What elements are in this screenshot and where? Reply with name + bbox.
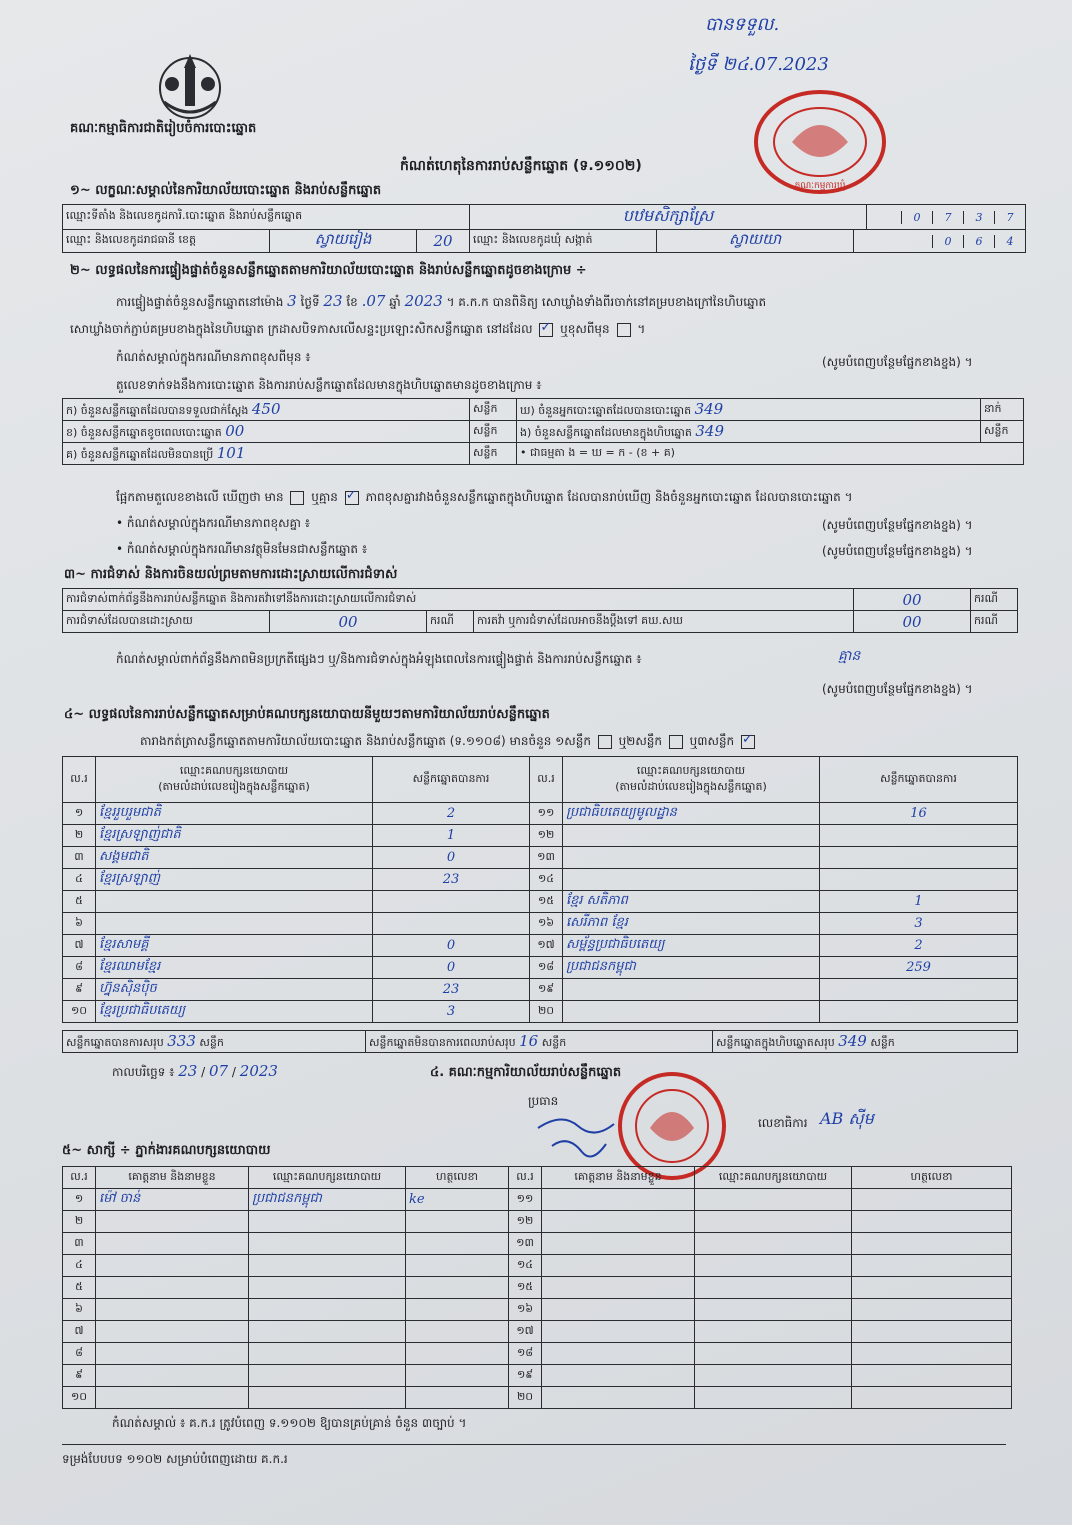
witness-party bbox=[249, 1255, 406, 1277]
section2-heading: ២~ លទ្ធផលនៃការផ្ទៀងផ្ទាត់ចំនួនសន្លឹកឆ្នោតតាមការិយាល័យបោះឆ្នោត និងរាប់សន្លឹកឆ្នោតដូចខាងក្រោម ÷ bbox=[70, 263, 587, 278]
witness-number: ១៦ bbox=[509, 1299, 542, 1321]
party-votes bbox=[820, 869, 1018, 891]
party-number: ៣ bbox=[63, 847, 96, 869]
party-number: ៩ bbox=[63, 979, 96, 1001]
witness-signature bbox=[852, 1233, 1012, 1255]
witness-name bbox=[96, 1387, 249, 1409]
witness-name bbox=[542, 1365, 695, 1387]
party-number: ១៤ bbox=[530, 869, 563, 891]
objection-total-label: ការជំទាស់ពាក់ព័ន្ធនឹងការរាប់សន្លឹកឆ្នោត និងការតវ៉ាទៅនឹងការដោះស្រាយលើការជំទាស់ bbox=[63, 589, 854, 611]
count-c: គ) ចំនួនសន្លឹកឆ្នោតដែលមិនបានប្រើ 101 bbox=[63, 443, 470, 465]
three-sheet-checkbox[interactable] bbox=[741, 735, 755, 749]
witness-name: ម៉ៅ ចាន់ bbox=[96, 1189, 249, 1211]
witness-name bbox=[542, 1387, 695, 1409]
witness-signature bbox=[406, 1277, 509, 1299]
witness-number: ១៣ bbox=[509, 1233, 542, 1255]
witness-name bbox=[542, 1277, 695, 1299]
party-votes: 3 bbox=[820, 913, 1018, 935]
party-votes bbox=[373, 913, 530, 935]
office-label: ឈ្មោះទីតាំង និងលេខកូដការិ.បោះឆ្នោត និងរាប់សន្លឹកឆ្នោត bbox=[63, 205, 470, 230]
witness-party bbox=[695, 1255, 852, 1277]
different-checkbox[interactable] bbox=[617, 323, 631, 337]
party-votes: 0 bbox=[373, 935, 530, 957]
party-number: ១០ bbox=[63, 1001, 96, 1023]
witness-table: ល.រ គោត្តនាម និងនាមខ្លួន ឈ្មោះគណបក្សនយោបាយ ហត្ថលេខា ល.រ គោត្តនាម និងនាមខ្លួន ឈ្មោះគណបក្សនយោបាយ ហត្ថលេខា ១ ម៉ៅ ចាន់ ប្រជាជនកម្ពុជា ke ១១ ២ ១២ ៣ ១៣ ៤ ១៤ ៥ ១៥ ៦ ១៦ ៧ ១៧ ៨ ១៨ ៩ ១៩ ១០ ២០ bbox=[62, 1166, 1012, 1409]
irregularity-value: គ្មាន bbox=[838, 648, 861, 664]
objection-resolved-label: ការជំទាស់ដែលបានដោះស្រាយ bbox=[63, 611, 270, 633]
witness-party bbox=[249, 1233, 406, 1255]
witness-party bbox=[249, 1365, 406, 1387]
party-name bbox=[563, 825, 820, 847]
party-name bbox=[96, 891, 373, 913]
authority-name: គណៈកម្មាធិការជាតិរៀបចំការបោះឆ្នោត bbox=[70, 121, 257, 136]
diff-note-label: កំណត់សម្គាល់ក្នុងករណីមានភាពខុសពីមុន ៖ bbox=[116, 350, 311, 364]
party-votes bbox=[820, 847, 1018, 869]
chair-signature bbox=[532, 1108, 622, 1168]
party-name: សេរីភាព ខ្មែរ bbox=[563, 913, 820, 935]
witness-number: ៨ bbox=[63, 1343, 96, 1365]
result-row bbox=[63, 869, 1018, 891]
party-name: ខ្មែរ សតិភាព bbox=[563, 891, 820, 913]
witness-number: ១៤ bbox=[509, 1255, 542, 1277]
witness-name bbox=[96, 1255, 249, 1277]
result-row bbox=[63, 935, 1018, 957]
fill-more-1: (សូមបំពេញបន្ថែមផ្នែកខាងខ្នង) ។ bbox=[822, 355, 973, 369]
no-diff-checkbox[interactable] bbox=[345, 491, 359, 505]
party-number: ៧ bbox=[63, 935, 96, 957]
sum-valid: 333 bbox=[167, 1031, 196, 1050]
party-name: ខ្មែរប្រជាធិបតេយ្យ bbox=[96, 1001, 373, 1023]
witness-party bbox=[249, 1387, 406, 1409]
witness-row bbox=[63, 1343, 1012, 1365]
witness-number: ១៧ bbox=[509, 1321, 542, 1343]
party-number: ១៩ bbox=[530, 979, 563, 1001]
party-name bbox=[96, 913, 373, 935]
witness-party bbox=[695, 1277, 852, 1299]
party-number: ៤ bbox=[63, 869, 96, 891]
two-sheet-checkbox[interactable] bbox=[669, 735, 683, 749]
witness-name bbox=[542, 1233, 695, 1255]
party-votes: 23 bbox=[373, 979, 530, 1001]
result-row bbox=[63, 957, 1018, 979]
has-diff-checkbox[interactable] bbox=[290, 491, 304, 505]
witness-signature bbox=[406, 1255, 509, 1277]
royal-emblem-icon bbox=[152, 44, 228, 124]
stamp-text: គណៈកម្មការឃុំ bbox=[794, 181, 846, 191]
witness-party bbox=[249, 1299, 406, 1321]
witness-name bbox=[542, 1189, 695, 1211]
witness-party bbox=[695, 1321, 852, 1343]
witness-name bbox=[542, 1255, 695, 1277]
witness-signature bbox=[406, 1233, 509, 1255]
section1-heading: ១~ លក្ខណៈសម្គាល់នៃការិយាល័យបោះឆ្នោត និងរាប់សន្លឹកឆ្នោត bbox=[70, 183, 382, 198]
witness-row bbox=[63, 1387, 1012, 1409]
commune-value: ស្វាយយា bbox=[728, 230, 782, 248]
party-votes bbox=[820, 1001, 1018, 1023]
bullet-diff: • កំណត់សម្គាល់ក្នុងករណីមានភាពខុសគ្នា ៖ bbox=[116, 516, 311, 530]
seal-line: សោឃ្លាំងចាក់ភ្ជាប់គម្របខាងក្នុងនៃហិបឆ្នោត ក្រដាសបិទភាសលើសន្ទះប្រឡោះសិកសន្លឹកឆ្នោត នៅដដែល ✓ ឬខុសពីមុន ។ bbox=[70, 322, 645, 337]
party-number: ១១ bbox=[530, 803, 563, 825]
witness-signature bbox=[852, 1211, 1012, 1233]
witness-signature bbox=[852, 1299, 1012, 1321]
section4-heading: ៤~ លទ្ធផលនៃការរាប់សន្លឹកឆ្នោតសម្រាប់គណបក្សនយោបាយនីមួយៗតាមការិយាល័យរាប់សន្លឹកឆ្នោត bbox=[64, 707, 550, 722]
witness-number: ១១ bbox=[509, 1189, 542, 1211]
count-e: ង) ចំនួនសន្លឹកឆ្នោតដែលមានក្នុងហិបឆ្នោត 349 bbox=[517, 421, 981, 443]
month-value: .07 bbox=[361, 292, 386, 310]
discrepancy-line: ផ្អែកតាមតួលេខខាងលើ ឃើញថា មាន ឬគ្មាន ✓ ភាពខុសគ្នារវាងចំនួនសន្លឹកឆ្នោតក្នុងហិបឆ្នោត ដែលបានរាប់ឃើញ និងចំនួនអ្នកបោះឆ្នោត ដែលបានបោះឆ្នោត ។ bbox=[116, 490, 853, 505]
party-votes: 2 bbox=[373, 803, 530, 825]
witness-signature bbox=[406, 1343, 509, 1365]
witness-number: ៦ bbox=[63, 1299, 96, 1321]
witness-signature bbox=[852, 1321, 1012, 1343]
witness-party bbox=[695, 1211, 852, 1233]
party-number: ១៣ bbox=[530, 847, 563, 869]
party-votes bbox=[820, 979, 1018, 1001]
section5-heading: ៥~ សាក្សី ÷ ភ្នាក់ងារគណបក្សនយោបាយ bbox=[62, 1143, 271, 1158]
witness-party bbox=[695, 1387, 852, 1409]
witness-signature bbox=[406, 1365, 509, 1387]
party-votes: 1 bbox=[373, 825, 530, 847]
witness-party bbox=[249, 1211, 406, 1233]
witness-row bbox=[63, 1233, 1012, 1255]
province-code: 20 bbox=[433, 232, 453, 250]
chair-label: ប្រធាន bbox=[528, 1094, 559, 1108]
witness-signature bbox=[406, 1299, 509, 1321]
witness-name bbox=[96, 1277, 249, 1299]
party-name: ខ្មែរស្រឡាញ់ bbox=[96, 869, 373, 891]
party-votes: 1 bbox=[820, 891, 1018, 913]
party-number: ២ bbox=[63, 825, 96, 847]
hour-value: 3 bbox=[287, 292, 297, 310]
objection-appeal-value: 00 bbox=[902, 612, 922, 631]
witness-number: ៩ bbox=[63, 1365, 96, 1387]
party-name: សង្គមជាតិ bbox=[96, 847, 373, 869]
tally-sheet-line: តារាងកត់ត្រាសន្លឹកឆ្នោតតាមការិយាល័យបោះឆ្នោត និងរាប់សន្លឹកឆ្នោត (ទ.១១០៨) មានចំនួន ១សន្លឹក ឬ២សន្លឹក ឬ៣សន្លឹក ✓ bbox=[140, 734, 758, 749]
party-votes: 23 bbox=[373, 869, 530, 891]
witness-signature bbox=[852, 1255, 1012, 1277]
secretary-label: លេខាធិការ bbox=[758, 1116, 808, 1130]
party-name bbox=[563, 869, 820, 891]
secretary-signature: AB ស៊ីម bbox=[820, 1109, 874, 1128]
party-votes: 0 bbox=[373, 847, 530, 869]
witness-number: ៤ bbox=[63, 1255, 96, 1277]
same-checkbox[interactable] bbox=[539, 323, 553, 337]
commune-label: ឈ្មោះ និងលេខកូដឃុំ សង្កាត់ bbox=[470, 230, 657, 253]
result-row bbox=[63, 803, 1018, 825]
footer-divider bbox=[62, 1444, 1006, 1445]
witness-name bbox=[542, 1211, 695, 1233]
result-row bbox=[63, 913, 1018, 935]
witness-name bbox=[542, 1299, 695, 1321]
witness-name bbox=[96, 1211, 249, 1233]
party-votes bbox=[373, 891, 530, 913]
witness-signature bbox=[852, 1365, 1012, 1387]
witness-number: ៣ bbox=[63, 1233, 96, 1255]
witness-signature: ke bbox=[406, 1189, 509, 1211]
result-row bbox=[63, 847, 1018, 869]
result-row bbox=[63, 979, 1018, 1001]
party-name: ហ្វ៊ុនស៊ិនប៉ិច bbox=[96, 979, 373, 1001]
section1-table bbox=[62, 204, 1026, 230]
fill-more-3: (សូមបំពេញបន្ថែមផ្នែកខាងខ្នង) ។ bbox=[822, 544, 973, 558]
witness-number: ១៩ bbox=[509, 1365, 542, 1387]
party-number: ១៥ bbox=[530, 891, 563, 913]
fill-more-2: (សូមបំពេញបន្ថែមផ្នែកខាងខ្នង) ។ bbox=[822, 518, 973, 532]
results-table: ល.រ ឈ្មោះគណបក្សនយោបាយ (តាមលំដាប់លេខរៀងក្នុងសន្លឹកឆ្នោត) សន្លឹកឆ្នោតបានការ ល.រ ឈ្មោះគណបក្សនយោបាយ (តាមលំដាប់លេខរៀងក្នុងសន្លឹកឆ្នោត) សន្លឹកឆ្នោតបានការ ១ ខ្មែររួបរួមជាតិ 2 ១១ ប្រជាធិបតេយ្យមូលដ្ឋាន 16 ២ ខ្មែរស្រឡាញ់ជាតិ 1 ១២ ៣ សង្គមជាតិ 0 ១៣ ៤ ខ្មែរស្រឡាញ់ 23 ១៤ ៥ ១៥ ខ្មែរ សតិភាព 1 ៦ ១៦ សេរីភាព ខ្មែរ 3 ៧ ខ្មែរសាមគ្គី 0 ១៧ សម្ព័ន្ធប្រជាធិបតេយ្យ 2 ៨ ខ្មែរឈាមខ្មែរ 0 ១៨ ប្រជាជនកម្ពុជា 259 ៩ ហ្វ៊ុនស៊ិនប៉ិច 23 ១៩ ១០ ខ្មែរប្រជាធិបតេយ្យ 3 ២០ bbox=[62, 756, 1018, 1023]
office-value: បឋមសិក្សាស្រែ bbox=[622, 206, 714, 225]
party-number: ១ bbox=[63, 803, 96, 825]
received-date: ថ្ងៃទី ២៤.07.2023 bbox=[688, 54, 829, 75]
party-votes bbox=[820, 825, 1018, 847]
party-number: ១៨ bbox=[530, 957, 563, 979]
counts-intro: តួលេខទាក់ទងនឹងការបោះឆ្នោត និងការរាប់សន្លឹកឆ្នោតដែលមានក្នុងហិបឆ្នោតមានដូចខាងក្រោម ៖ bbox=[116, 378, 542, 392]
year-value: 2023 bbox=[404, 292, 443, 310]
witness-number: ៧ bbox=[63, 1321, 96, 1343]
objection-appeal-label: ការតវ៉ា ឬការជំទាស់ដែលអាចនឹងប្តឹងទៅ គឃ.សឃ bbox=[474, 611, 854, 633]
office-code: 0 7 3 7 bbox=[867, 205, 1026, 230]
witness-party bbox=[695, 1343, 852, 1365]
party-name bbox=[563, 847, 820, 869]
witness-party bbox=[695, 1299, 852, 1321]
bullet-objects: • កំណត់សម្គាល់ក្នុងករណីមានវត្ថុមិនមែនជាសន្លឹកឆ្នោត ៖ bbox=[116, 542, 368, 556]
party-number: ១៦ bbox=[530, 913, 563, 935]
witness-name bbox=[96, 1321, 249, 1343]
party-number: ១៧ bbox=[530, 935, 563, 957]
witness-number: ១៨ bbox=[509, 1343, 542, 1365]
witness-row bbox=[63, 1299, 1012, 1321]
witness-number: ២ bbox=[63, 1211, 96, 1233]
witness-party bbox=[249, 1277, 406, 1299]
witness-row bbox=[63, 1211, 1012, 1233]
witness-row bbox=[63, 1255, 1012, 1277]
footer-text: ទម្រង់បែបបទ ១១០២ សម្រាប់បំពេញដោយ គ.ក.រ bbox=[62, 1452, 288, 1466]
party-number: ១២ bbox=[530, 825, 563, 847]
witness-party bbox=[695, 1365, 852, 1387]
witness-name bbox=[96, 1343, 249, 1365]
party-name: ខ្មែររួបរួមជាតិ bbox=[96, 803, 373, 825]
sum-invalid: 16 bbox=[519, 1031, 539, 1050]
party-number: ៨ bbox=[63, 957, 96, 979]
commune-code: 0 6 4 bbox=[854, 230, 1026, 253]
count-b: ខ) ចំនួនសន្លឹកឆ្នោតខូចពេលបោះឆ្នោត 00 bbox=[63, 421, 470, 443]
witness-party bbox=[695, 1233, 852, 1255]
witness-name bbox=[96, 1365, 249, 1387]
party-votes: 16 bbox=[820, 803, 1018, 825]
result-row bbox=[63, 825, 1018, 847]
results-totals: សន្លឹកឆ្នោតបានការសរុប 333 សន្លឹក សន្លឹកឆ្នោតមិនបានការពេលរាប់សរុប 16 សន្លឹក សន្លឹកឆ្នោតក្នុងហិបឆ្នោតសរុប 349 សន្លឹក bbox=[62, 1030, 1018, 1053]
party-name bbox=[563, 979, 820, 1001]
date-line: កាលបរិច្ឆេទ ៖ 23 / 07 / 2023 bbox=[112, 1062, 278, 1080]
commission-label: ៤. គណៈកម្មការិយាល័យរាប់សន្លឹកឆ្នោត bbox=[430, 1065, 622, 1080]
party-votes: 0 bbox=[373, 957, 530, 979]
witness-name bbox=[542, 1343, 695, 1365]
irregularity-note: កំណត់សម្គាល់ពាក់ព័ន្ធនឹងភាពមិនប្រក្រតីផ្សេងៗ ឬ/និងការជំទាស់ក្នុងអំឡុងពេលនៃការផ្ទៀងផ្ទាត់ និងការរាប់សន្លឹកឆ្នោត ៖ bbox=[116, 652, 642, 666]
witness-signature bbox=[406, 1387, 509, 1409]
witness-number: ១០ bbox=[63, 1387, 96, 1409]
sum-total: 349 bbox=[838, 1031, 867, 1050]
counts-table: ក) ចំនួនសន្លឹកឆ្នោតដែលបានទទួលជាក់ស្តែង 450 សន្លឹក ឃ) ចំនួនអ្នកបោះឆ្នោតដែលបានបោះឆ្នោត 349 នាក់ ខ) ចំនួនសន្លឹកឆ្នោតខូចពេលបោះឆ្នោត 00 សន្លឹក ង) ចំនួនសន្លឹកឆ្នោតដែលមានក្នុងហិបឆ្នោត 349 សន្លឹក គ) ចំនួនសន្លឹកឆ្នោតដែលមិនបានប្រើ 101 សន្លឹក • ជាធម្មតា ង = ឃ = ក - (ខ + គ) bbox=[62, 398, 1024, 465]
witness-number: ១ bbox=[63, 1189, 96, 1211]
party-name: សម្ព័ន្ធប្រជាធិបតេយ្យ bbox=[563, 935, 820, 957]
province-label: ឈ្មោះ និងលេខកូដរាជធានី ខេត្ត bbox=[63, 230, 270, 253]
party-name: ខ្មែរសាមគ្គី bbox=[96, 935, 373, 957]
party-votes: 3 bbox=[373, 1001, 530, 1023]
objection-table: ការជំទាស់ពាក់ព័ន្ធនឹងការរាប់សន្លឹកឆ្នោត និងការតវ៉ាទៅនឹងការដោះស្រាយលើការជំទាស់ 00 ករណី ការជំទាស់ដែលបានដោះស្រាយ 00 ករណី ការតវ៉ា ឬការជំទាស់ដែលអាចនឹងប្តឹងទៅ គឃ.សឃ 00 ករណី bbox=[62, 588, 1018, 633]
official-stamp bbox=[752, 88, 888, 196]
result-row bbox=[63, 1001, 1018, 1023]
witness-row bbox=[63, 1321, 1012, 1343]
count-a: ក) ចំនួនសន្លឹកឆ្នោតដែលបានទទួលជាក់ស្តែង 450 bbox=[63, 399, 470, 421]
province-value: ស្វាយរៀង bbox=[314, 230, 372, 248]
witness-signature bbox=[406, 1321, 509, 1343]
objection-resolved-value: 00 bbox=[338, 612, 358, 631]
witness-signature bbox=[852, 1387, 1012, 1409]
witness-party bbox=[249, 1343, 406, 1365]
witness-name bbox=[96, 1299, 249, 1321]
witness-number: ១៥ bbox=[509, 1277, 542, 1299]
party-number: ៦ bbox=[63, 913, 96, 935]
witness-note: កំណត់សម្គាល់ ៖ គ.ក.រ ត្រូវបំពេញ ទ.១១០២ ឱ្យបានគ្រប់គ្រាន់ ចំនួន ៣ច្បាប់ ។ bbox=[112, 1416, 467, 1430]
form-title: កំណត់ហេតុនៃការរាប់សន្លឹកឆ្នោត (ទ.១១០២) bbox=[400, 158, 642, 174]
party-name: ខ្មែរឈាមខ្មែរ bbox=[96, 957, 373, 979]
party-name bbox=[563, 1001, 820, 1023]
witness-number: ២០ bbox=[509, 1387, 542, 1409]
witness-row bbox=[63, 1365, 1012, 1387]
witness-party bbox=[695, 1189, 852, 1211]
witness-number: ១២ bbox=[509, 1211, 542, 1233]
section3-heading: ៣~ ការជំទាស់ និងការចិនយល់ព្រមតាមការដោះស្រាយលើការជំទាស់ bbox=[64, 567, 398, 582]
party-votes: 2 bbox=[820, 935, 1018, 957]
one-sheet-checkbox[interactable] bbox=[598, 735, 612, 749]
party-votes: 259 bbox=[820, 957, 1018, 979]
witness-row bbox=[63, 1189, 1012, 1211]
day-value: 23 bbox=[323, 292, 343, 310]
witness-signature bbox=[406, 1211, 509, 1233]
count-d: ឃ) ចំនួនអ្នកបោះឆ្នោតដែលបានបោះឆ្នោត 349 bbox=[517, 399, 981, 421]
witness-number: ៥ bbox=[63, 1277, 96, 1299]
received-note: បានទទួល. bbox=[705, 14, 780, 35]
witness-name bbox=[96, 1233, 249, 1255]
party-name: ប្រជាធិបតេយ្យមូលដ្ឋាន bbox=[563, 803, 820, 825]
witness-row bbox=[63, 1277, 1012, 1299]
verification-line: ការផ្ទៀងផ្ទាត់ចំនួនសន្លឹកឆ្នោតនៅម៉ោង 3 ថ្ងៃទី 23 ខែ .07 ឆ្នាំ 2023 ។ គ.ក.ក បានពិនិត្យ សោឃ្លាំងទាំងពីរចាក់នៅគម្របខាងក្រៅនៃហិបឆ្នោត bbox=[116, 292, 767, 310]
section1-table-row2 bbox=[62, 229, 1026, 253]
party-number: ៥ bbox=[63, 891, 96, 913]
party-name: ប្រជាជនកម្ពុជា bbox=[563, 957, 820, 979]
witness-signature bbox=[852, 1189, 1012, 1211]
witness-name bbox=[542, 1321, 695, 1343]
count-formula: • ជាធម្មតា ង = ឃ = ក - (ខ + គ) bbox=[517, 443, 1024, 465]
witness-party bbox=[249, 1321, 406, 1343]
fill-more-4: (សូមបំពេញបន្ថែមផ្នែកខាងខ្នង) ។ bbox=[822, 682, 973, 696]
party-name: ខ្មែរស្រឡាញ់ជាតិ bbox=[96, 825, 373, 847]
objection-total-value: 00 bbox=[902, 590, 922, 609]
party-number: ២០ bbox=[530, 1001, 563, 1023]
witness-signature bbox=[852, 1343, 1012, 1365]
witness-signature bbox=[852, 1277, 1012, 1299]
witness-party: ប្រជាជនកម្ពុជា bbox=[249, 1189, 406, 1211]
result-row bbox=[63, 891, 1018, 913]
